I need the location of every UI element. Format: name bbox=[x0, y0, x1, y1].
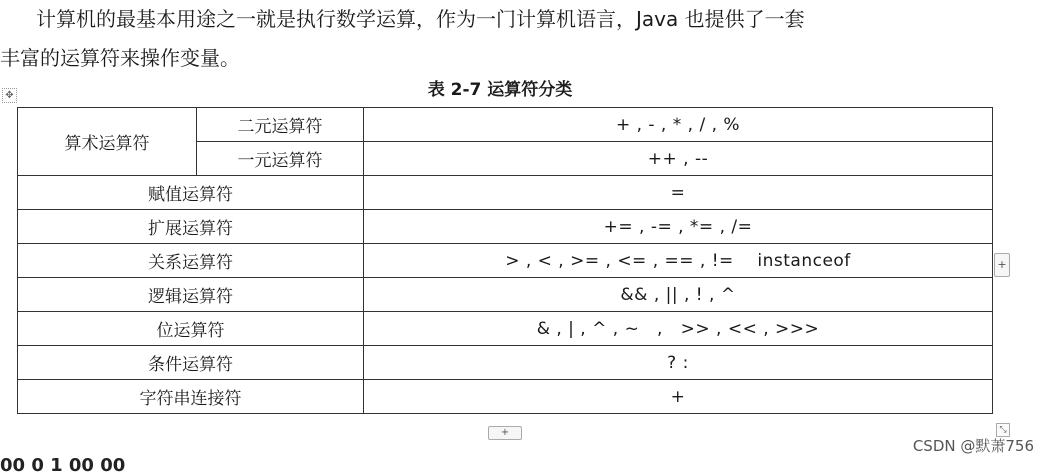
row-operators: = bbox=[364, 176, 993, 210]
table-move-handle-icon[interactable]: ✥ bbox=[2, 88, 17, 103]
unary-operators-value: ++ , -- bbox=[364, 142, 993, 176]
table-caption: 表 2-7 运算符分类 bbox=[427, 80, 573, 100]
row-label: 扩展运算符 bbox=[18, 210, 364, 244]
row-operators: += , -= , *= , /= bbox=[364, 210, 993, 244]
paragraph-line-2: 丰富的运算符来操作变量。 bbox=[0, 46, 240, 70]
table-row bbox=[18, 176, 993, 210]
table-row bbox=[18, 108, 993, 142]
table-row bbox=[18, 346, 993, 380]
table-row bbox=[18, 210, 993, 244]
row-operators: + bbox=[364, 380, 993, 414]
row-operators: > , < , >= , <= , == , != instanceof bbox=[364, 244, 993, 278]
row-operators: ? : bbox=[364, 346, 993, 380]
arithmetic-operators-cell: 算术运算符 bbox=[18, 108, 197, 176]
row-label: 赋值运算符 bbox=[18, 176, 364, 210]
table-row bbox=[18, 244, 993, 278]
row-label: 逻辑运算符 bbox=[18, 278, 364, 312]
row-operators: && , || , ! , ^ bbox=[364, 278, 993, 312]
table-row bbox=[18, 312, 993, 346]
add-column-button[interactable]: + bbox=[994, 253, 1010, 277]
table-row bbox=[18, 278, 993, 312]
add-row-button[interactable]: + bbox=[488, 426, 522, 440]
intro-paragraph bbox=[0, 0, 1000, 78]
table-row bbox=[18, 380, 993, 414]
paragraph-line-1: 计算机的最基本用途之一就是执行数学运算，作为一门计算机语言，Java 也提供了一套 bbox=[36, 7, 805, 31]
cut-off-text: 00 0 1 00 00 bbox=[0, 455, 126, 476]
table-resize-handle-icon[interactable]: ⤡ bbox=[996, 423, 1010, 437]
binary-operators-label: 二元运算符 bbox=[197, 108, 364, 142]
row-operators: & , | , ^ , ~ , >> , << , >>> bbox=[364, 312, 993, 346]
row-label: 位运算符 bbox=[18, 312, 364, 346]
operator-table bbox=[17, 107, 993, 414]
row-label: 关系运算符 bbox=[18, 244, 364, 278]
unary-operators-label: 一元运算符 bbox=[197, 142, 364, 176]
binary-operators-value: + , - , * , / , % bbox=[364, 108, 993, 142]
row-label: 字符串连接符 bbox=[18, 380, 364, 414]
csdn-watermark: CSDN @默萧756 bbox=[912, 437, 1034, 455]
row-label: 条件运算符 bbox=[18, 346, 364, 380]
